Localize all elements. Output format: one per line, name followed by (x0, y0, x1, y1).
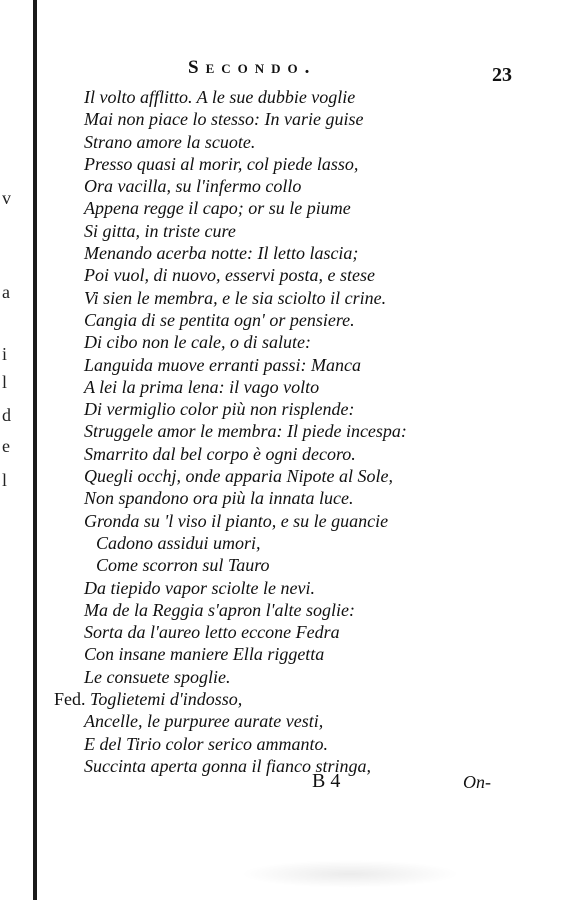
verse-line: Smarrito dal bel corpo è ogni decoro. (84, 443, 356, 464)
verse-line: Di cibo non le cale, o di salute: (84, 332, 311, 353)
page-number: 23 (492, 64, 512, 86)
verse-line: Quegli occhj, onde apparia Nipote al Sole, (84, 466, 393, 487)
poem-text (54, 86, 484, 777)
margin-fragment: l (2, 372, 8, 392)
verse-line: Presso quasi al morir, col piede lasso, (84, 153, 359, 174)
verse-line: Gronda su 'l viso il pianto, e su le guancie (84, 510, 389, 531)
verse-line: Non spandono ora più la innata luce. (84, 488, 354, 509)
verse-line: Ora vacilla, su l'infermo collo (84, 176, 302, 197)
verse-line: Da tiepido vapor sciolte le nevi. (84, 577, 315, 598)
verse-line: Di vermiglio color più non risplende: (84, 399, 355, 420)
verse-line: Sorta da l'aureo letto eccone Fedra (84, 622, 340, 643)
paper-smudge (240, 860, 460, 888)
verse-line: Si gitta, in triste cure (84, 220, 236, 241)
verse-line: Il volto afflitto. A le sue dubbie voglie (84, 87, 356, 107)
speech-line (54, 688, 484, 710)
verse-line: Ma de la Reggia s'apron l'alte soglie: (84, 599, 355, 620)
verse-line: Con insane maniere Ella riggetta (84, 644, 325, 665)
verse-line: Come scorron sul Tauro (96, 555, 270, 576)
verse-line: Struggele amor le membra: Il piede incespa: (84, 421, 407, 442)
gutter-rule (33, 0, 37, 900)
verse-line: Vi sien le membra, e le sia sciolto il crine. (84, 287, 387, 308)
running-head: Secondo. (188, 57, 317, 78)
verse-line: Strano amore la scuote. (84, 131, 256, 152)
verse-line: Mai non piace lo stesso: In varie guise (84, 109, 364, 130)
speaker-label: Fed. (54, 689, 86, 710)
verse-line: Poi vuol, di nuovo, esservi posta, e stese (84, 265, 375, 286)
verse-line: Le consuete spoglie. (84, 666, 231, 687)
speech-text: Toglietemi d'indosso, (90, 689, 243, 710)
verse-line: Cangia di se pentita ogn' or pensiere. (84, 309, 355, 330)
catchword: On- (463, 772, 491, 792)
verse-line: Cadono assidui umori, (96, 532, 261, 553)
verse-line: Menando acerba notte: Il letto lascia; (84, 243, 359, 264)
signature-mark: B 4 (312, 770, 341, 792)
margin-fragment: l (2, 470, 8, 490)
margin-fragment: d (2, 405, 11, 425)
binding-gutter (0, 0, 44, 900)
margin-fragment: i (2, 344, 8, 364)
verse-line: Succinta aperta gonna il fianco stringa, (84, 755, 371, 776)
verse-line: Appena regge il capo; or su le piume (84, 198, 351, 219)
margin-fragment: e (2, 436, 10, 456)
margin-fragment: a (2, 282, 10, 302)
verse-line: Languida muove erranti passi: Manca (84, 354, 361, 375)
margin-fragment: v (2, 188, 11, 208)
verse-line: E del Tirio color serico ammanto. (84, 733, 328, 754)
verse-line: Ancelle, le purpuree aurate vesti, (84, 711, 324, 732)
verse-line: A lei la prima lena: il vago volto (84, 376, 320, 397)
